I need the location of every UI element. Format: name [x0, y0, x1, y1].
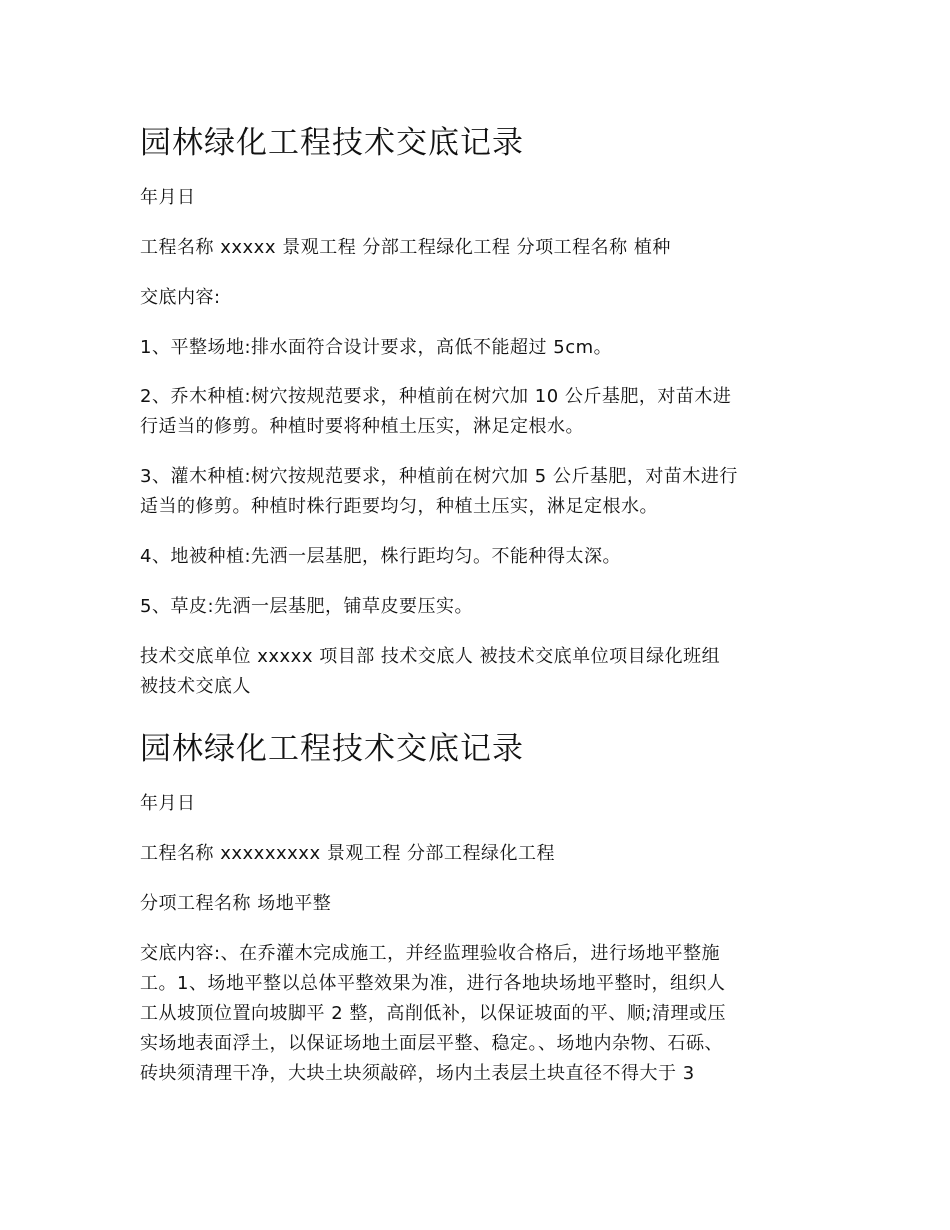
signoff-line: 技术交底单位 xxxxx 项目部 技术交底人 被技术交底单位项目绿化班组: [140, 646, 721, 667]
signoff-line: 被技术交底人: [140, 676, 251, 697]
content-line: 实场地表面浮土，以保证场地土面层平整、稳定。、场地内杂物、石砾、: [140, 1033, 723, 1054]
content-line: 工从坡顶位置向坡脚平 2 整，高削低补，以保证坡面的平、顺;清理或压: [140, 1003, 726, 1024]
record-title: 园林绿化工程技术交底记录: [140, 125, 524, 161]
content-label: 交底内容:: [140, 287, 221, 308]
content-item: 3、灌木种植:树穴按规范要求，种植前在树穴加 5 公斤基肥，对苗木进行: [140, 466, 738, 487]
content-line: 砖块须清理干净，大块土块须敲碎，场内土表层土块直径不得大于 3: [140, 1063, 695, 1084]
content-line: 交底内容:、在乔灌木完成施工，并经监理验收合格后，进行场地平整施: [140, 943, 721, 964]
record-title: 园林绿化工程技术交底记录: [140, 731, 524, 767]
record-date: 年月日: [140, 187, 196, 208]
subproject-line: 分项工程名称 场地平整: [140, 893, 332, 914]
content-item: 1、平整场地:排水面符合设计要求，高低不能超过 5cm。: [140, 337, 613, 358]
content-item: 行适当的修剪。种植时要将种植土压实，淋足定根水。: [140, 416, 584, 437]
project-line: 工程名称 xxxxxxxxx 景观工程 分部工程绿化工程: [140, 843, 556, 864]
record-date: 年月日: [140, 793, 196, 814]
content-item: 4、地被种植:先洒一层基肥，株行距均匀。不能种得太深。: [140, 546, 622, 567]
content-item: 适当的修剪。种植时株行距要均匀，种植土压实，淋足定根水。: [140, 496, 658, 517]
content-item: 2、乔木种植:树穴按规范要求，种植前在树穴加 10 公斤基肥，对苗木进: [140, 386, 732, 407]
content-item: 5、草皮:先洒一层基肥，铺草皮要压实。: [140, 596, 474, 617]
project-line: 工程名称 xxxxx 景观工程 分部工程绿化工程 分项工程名称 植种: [140, 237, 671, 258]
content-line: 工。1、场地平整以总体平整效果为准，进行各地块场地平整时，组织人: [140, 973, 726, 994]
